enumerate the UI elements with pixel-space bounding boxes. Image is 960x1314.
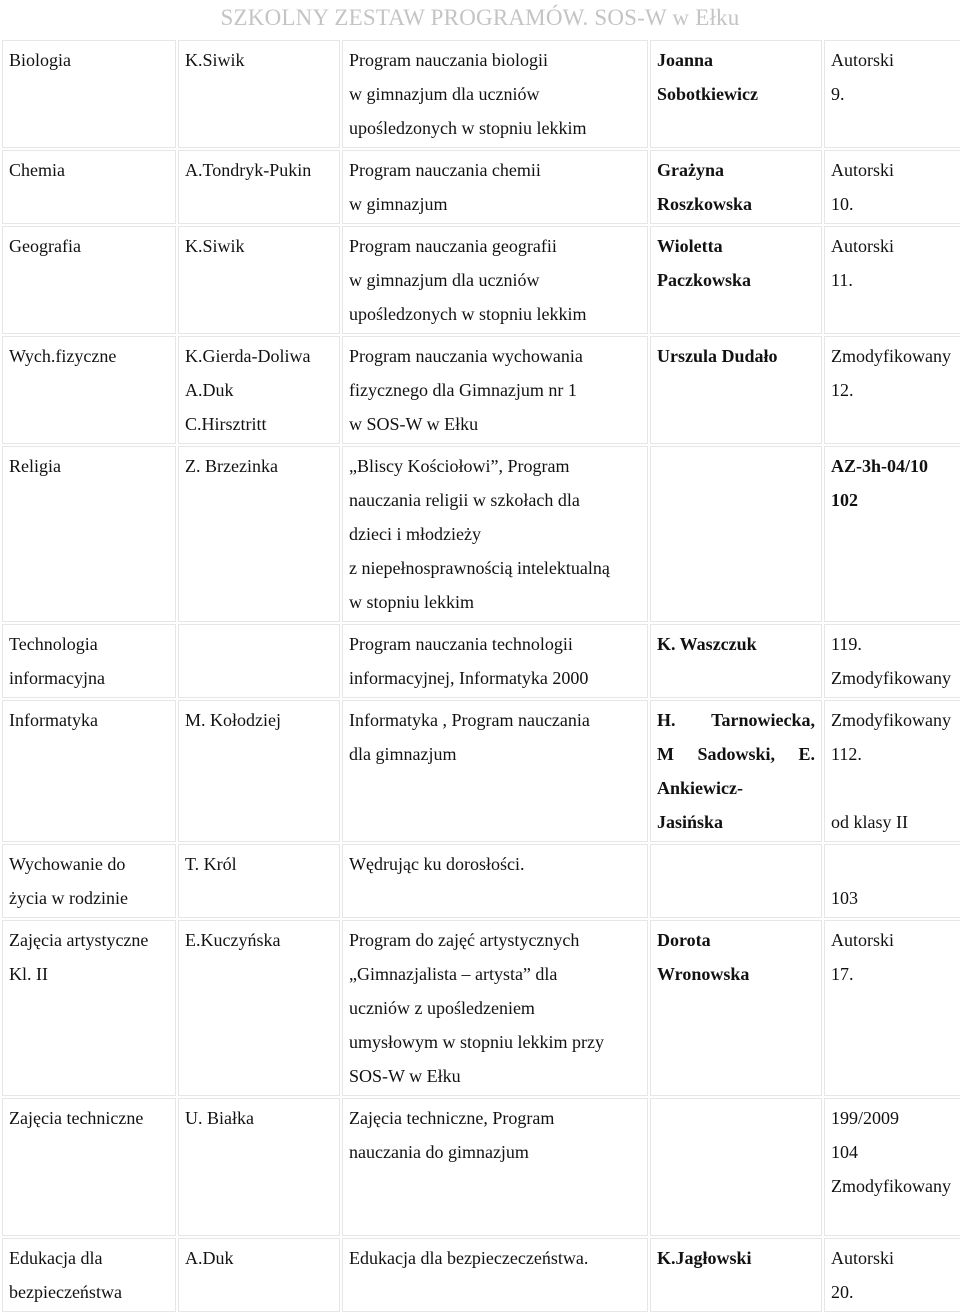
subject-cell xyxy=(2,1098,176,1236)
number-line: 103 xyxy=(831,888,858,908)
number-cell xyxy=(824,40,960,148)
number-line: AZ-3h-04/10 xyxy=(831,456,929,476)
subject-line: Kl. II xyxy=(9,964,48,984)
program-line: dla gimnazjum xyxy=(349,744,457,764)
teacher-line: Wioletta xyxy=(657,236,723,256)
number-line: Autorski xyxy=(831,50,894,70)
subject-cell xyxy=(2,700,176,842)
author-cell xyxy=(178,700,340,842)
number-cell xyxy=(824,226,960,334)
subject-line: Biologia xyxy=(9,50,71,70)
subject-cell xyxy=(2,336,176,444)
number-cell xyxy=(824,624,960,698)
table-row xyxy=(2,624,960,698)
program-cell xyxy=(342,920,648,1096)
number-cell xyxy=(824,336,960,444)
number-line: Autorski xyxy=(831,930,894,950)
subject-line: Informatyka xyxy=(9,710,98,730)
program-line: umysłowym w stopniu lekkim przy xyxy=(349,1032,604,1052)
subject-line: Wychowanie do xyxy=(9,854,126,874)
number-line xyxy=(831,847,959,881)
number-line: Autorski xyxy=(831,236,894,256)
teacher-line: Ankiewicz- xyxy=(657,778,743,798)
number-line xyxy=(831,771,959,805)
number-line: 102 xyxy=(831,490,858,510)
teacher-line: Paczkowska xyxy=(657,270,751,290)
program-line: Program nauczania biologii xyxy=(349,50,548,70)
author-line: T. Król xyxy=(185,854,237,874)
program-line: Zajęcia techniczne, Program xyxy=(349,1108,555,1128)
table-row xyxy=(2,700,960,842)
program-cell xyxy=(342,40,648,148)
teacher-line: K. Waszczuk xyxy=(657,634,757,654)
author-cell xyxy=(178,40,340,148)
table-row xyxy=(2,150,960,224)
subject-line: informacyjna xyxy=(9,668,105,688)
program-table xyxy=(0,38,960,1314)
program-line: Program nauczania geografii xyxy=(349,236,557,256)
program-line: w gimnazjum dla uczniów xyxy=(349,270,540,290)
author-cell xyxy=(178,150,340,224)
program-line: uczniów z upośledzeniem xyxy=(349,998,535,1018)
teacher-cell xyxy=(650,150,822,224)
number-line: 12. xyxy=(831,380,854,400)
subject-line: Zajęcia techniczne xyxy=(9,1108,144,1128)
teacher-line: Roszkowska xyxy=(657,194,753,214)
program-cell xyxy=(342,336,648,444)
program-line: z niepełnosprawnością intelektualną xyxy=(349,558,610,578)
author-line: A.Duk xyxy=(185,380,234,400)
author-cell xyxy=(178,844,340,918)
program-cell xyxy=(342,226,648,334)
program-line: w gimnazjum dla uczniów xyxy=(349,84,540,104)
number-line: Autorski xyxy=(831,1248,894,1268)
program-line: Wędrując ku dorosłości. xyxy=(349,854,525,874)
table-row xyxy=(2,1238,960,1312)
teacher-line: H. Tarnowiecka, xyxy=(657,710,815,730)
subject-line: życia w rodzinie xyxy=(9,888,128,908)
number-line: Zmodyfikowany xyxy=(831,668,951,688)
page-title: SZKOLNY ZESTAW PROGRAMÓW. SOS-W w Ełku xyxy=(220,5,740,30)
subject-line: Zajęcia artystyczne xyxy=(9,930,149,950)
number-line: 11. xyxy=(831,270,853,290)
program-cell xyxy=(342,1098,648,1236)
number-line: Autorski xyxy=(831,160,894,180)
program-line: w SOS-W w Ełku xyxy=(349,414,479,434)
subject-cell xyxy=(2,226,176,334)
subject-cell xyxy=(2,446,176,622)
program-cell xyxy=(342,624,648,698)
program-line: fizycznego dla Gimnazjum nr 1 xyxy=(349,380,577,400)
number-line: 17. xyxy=(831,964,854,984)
subject-cell xyxy=(2,844,176,918)
author-line: U. Białka xyxy=(185,1108,254,1128)
teacher-cell xyxy=(650,700,822,842)
author-line: K.Siwik xyxy=(185,50,245,70)
number-cell xyxy=(824,446,960,622)
teacher-cell xyxy=(650,920,822,1096)
number-line: 10. xyxy=(831,194,854,214)
number-line: 199/2009 xyxy=(831,1108,900,1128)
author-cell xyxy=(178,226,340,334)
number-cell xyxy=(824,1238,960,1312)
number-cell xyxy=(824,700,960,842)
program-cell xyxy=(342,700,648,842)
number-line: 119. xyxy=(831,634,862,654)
subject-cell xyxy=(2,1238,176,1312)
teacher-line: Joanna xyxy=(657,50,714,70)
program-line: Informatyka , Program nauczania xyxy=(349,710,590,730)
table-row xyxy=(2,446,960,622)
table-row xyxy=(2,844,960,918)
author-line: Z. Brzezinka xyxy=(185,456,278,476)
number-line: od klasy II xyxy=(831,812,908,832)
teacher-cell xyxy=(650,446,822,622)
author-line: A.Duk xyxy=(185,1248,234,1268)
number-cell xyxy=(824,150,960,224)
subject-line: bezpieczeństwa xyxy=(9,1282,122,1302)
number-line: Zmodyfikowany xyxy=(831,1176,951,1196)
table-row xyxy=(2,40,960,148)
number-line: 9. xyxy=(831,84,845,104)
teacher-line: K.Jagłowski xyxy=(657,1248,752,1268)
program-line: informacyjnej, Informatyka 2000 xyxy=(349,668,589,688)
table-row xyxy=(2,1098,960,1236)
program-line: Edukacja dla bezpieczeczeństwa. xyxy=(349,1248,589,1268)
author-line: E.Kuczyńska xyxy=(185,930,281,950)
number-line: 20. xyxy=(831,1282,854,1302)
subject-line: Technologia xyxy=(9,634,98,654)
program-cell xyxy=(342,1238,648,1312)
author-line: M. Kołodziej xyxy=(185,710,281,730)
program-line: „Bliscy Kościołowi”, Program xyxy=(349,456,570,476)
program-line: SOS-W w Ełku xyxy=(349,1066,461,1086)
program-line: Program do zajęć artystycznych xyxy=(349,930,580,950)
table-row xyxy=(2,920,960,1096)
program-line: Program nauczania chemii xyxy=(349,160,541,180)
program-line: w gimnazjum xyxy=(349,194,448,214)
subject-line: Geografia xyxy=(9,236,81,256)
program-line: „Gimnazjalista – artysta” dla xyxy=(349,964,558,984)
program-cell xyxy=(342,446,648,622)
author-cell xyxy=(178,624,340,698)
subject-cell xyxy=(2,150,176,224)
table-row xyxy=(2,226,960,334)
program-line: nauczania religii w szkołach dla xyxy=(349,490,580,510)
author-line: C.Hirsztritt xyxy=(185,414,267,434)
teacher-line: M Sadowski, E. xyxy=(657,744,815,764)
teacher-line: Wronowska xyxy=(657,964,750,984)
program-line: dzieci i młodzieży xyxy=(349,524,481,544)
subject-cell xyxy=(2,920,176,1096)
program-line: upośledzonych w stopniu lekkim xyxy=(349,304,587,324)
subject-line: Chemia xyxy=(9,160,65,180)
subject-cell xyxy=(2,40,176,148)
number-cell xyxy=(824,1098,960,1236)
teacher-cell xyxy=(650,1238,822,1312)
author-line: K.Gierda-Doliwa xyxy=(185,346,311,366)
subject-line: Religia xyxy=(9,456,61,476)
program-line: w stopniu lekkim xyxy=(349,592,474,612)
teacher-cell xyxy=(650,844,822,918)
author-cell xyxy=(178,446,340,622)
teacher-cell xyxy=(650,226,822,334)
program-cell xyxy=(342,844,648,918)
program-line: Program nauczania technologii xyxy=(349,634,573,654)
number-line: 112. xyxy=(831,744,862,764)
teacher-line: Grażyna xyxy=(657,160,724,180)
author-cell xyxy=(178,336,340,444)
program-line: Program nauczania wychowania xyxy=(349,346,583,366)
number-line: Zmodyfikowany xyxy=(831,346,951,366)
number-line: Zmodyfikowany xyxy=(831,710,951,730)
program-cell xyxy=(342,150,648,224)
author-line: K.Siwik xyxy=(185,236,245,256)
subject-cell xyxy=(2,624,176,698)
teacher-line: Sobotkiewicz xyxy=(657,84,758,104)
author-cell xyxy=(178,1098,340,1236)
number-line: 104 xyxy=(831,1142,858,1162)
number-cell xyxy=(824,920,960,1096)
teacher-cell xyxy=(650,1098,822,1236)
program-table-body xyxy=(2,40,960,1312)
program-line: upośledzonych w stopniu lekkim xyxy=(349,118,587,138)
subject-line: Wych.fizyczne xyxy=(9,346,117,366)
teacher-cell xyxy=(650,624,822,698)
teacher-line: Jasińska xyxy=(657,812,724,832)
subject-line: Edukacja dla xyxy=(9,1248,103,1268)
teacher-cell xyxy=(650,40,822,148)
table-row xyxy=(2,336,960,444)
author-line: A.Tondryk-Pukin xyxy=(185,160,312,180)
teacher-cell xyxy=(650,336,822,444)
program-line: nauczania do gimnazjum xyxy=(349,1142,529,1162)
number-cell xyxy=(824,844,960,918)
author-cell xyxy=(178,920,340,1096)
teacher-line: Dorota xyxy=(657,930,711,950)
teacher-line: Urszula Dudało xyxy=(657,346,778,366)
author-cell xyxy=(178,1238,340,1312)
